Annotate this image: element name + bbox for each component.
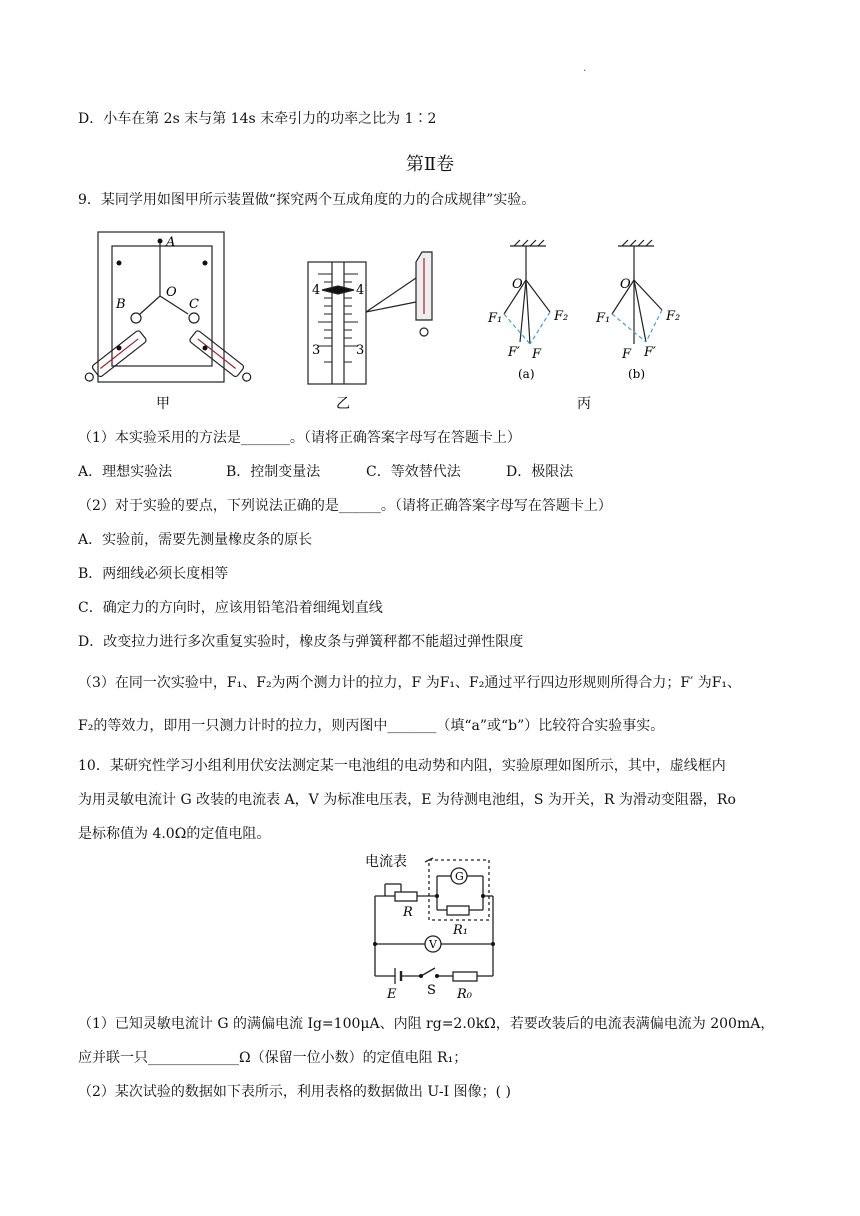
resistor-r0: R₀ bbox=[457, 987, 472, 1002]
fig-b-label-f1: F₁ bbox=[596, 311, 611, 326]
q9-p2-option-b: B．两细线必须长度相等 bbox=[78, 566, 229, 582]
scale-left-3: 3 bbox=[312, 343, 321, 358]
rheostat-r: R bbox=[403, 905, 413, 920]
q9-part1: （1）本实验采用的方法是_______。（请将正确答案字母写在答题卡上） bbox=[78, 430, 521, 446]
q10-line1: 10．某研究性学习小组利用伏安法测定某一电池组的电动势和内阻，实验原理如图所示，其中，虚线框内 bbox=[78, 758, 726, 774]
fig-bing-a bbox=[504, 240, 550, 344]
circuit-diagram bbox=[355, 852, 515, 1002]
fig-a-label-f1: F₁ bbox=[488, 311, 503, 326]
scale-right-4: 4 bbox=[356, 283, 365, 298]
switch-s: S bbox=[427, 983, 436, 998]
fig-a-label-fprime: F′ bbox=[508, 345, 520, 360]
scale-right-3: 3 bbox=[356, 343, 365, 358]
q10-line2: 为用灵敏电流计 G 改装的电流表 A，V 为标准电压表，E 为待测电池组，S 为开关，R 为滑动变阻器，Ro bbox=[78, 792, 736, 808]
scale-left-4: 4 bbox=[312, 283, 321, 298]
point-a-dot bbox=[158, 239, 163, 244]
fig-a-caption: (a) bbox=[518, 367, 535, 381]
label-c: C bbox=[189, 297, 199, 312]
q10-part1-line2: 应并联一只_____________Ω（保留一位小数）的定值电阻 R₁； bbox=[78, 1050, 468, 1066]
corner-dot: · bbox=[583, 66, 587, 77]
label-a: A bbox=[166, 235, 176, 250]
battery-e: E bbox=[387, 987, 397, 1002]
section-title: 第Ⅱ卷 bbox=[405, 154, 455, 175]
q9-p1-option-a: A．理想实验法 bbox=[78, 464, 173, 480]
q9-p2-option-d: D．改变拉力进行多次重复实验时，橡皮条与弹簧秤都不能超过弹性限度 bbox=[78, 634, 524, 650]
fig-yi-scale bbox=[308, 252, 432, 384]
resistor-r1: R₁ bbox=[453, 923, 468, 938]
q9-p1-option-d: D．极限法 bbox=[506, 464, 574, 480]
fig-b-label-o: O bbox=[620, 277, 631, 292]
label-o: O bbox=[166, 285, 177, 300]
caption-bing: 丙 bbox=[577, 396, 591, 412]
fig-a-label-f: F bbox=[532, 347, 542, 362]
fig-a-label-f2: F₂ bbox=[554, 309, 569, 324]
q10-line3: 是标称值为 4.0Ω的定值电阻。 bbox=[78, 826, 271, 842]
voltmeter-v: V bbox=[429, 938, 437, 951]
q10-part1-line1: （1）已知灵敏电流计 G 的满偏电流 Ig=100μA、内阻 rg=2.0kΩ，若要改装后的电流表满偏电流为 200mA， bbox=[78, 1016, 775, 1032]
q9-part3-line2: F₂的等效力，即用一只测力计时的拉力，则丙图中_______（填“a”或“b”）比较符合实验事实。 bbox=[78, 718, 665, 734]
q9-p2-option-a: A．实验前，需要先测量橡皮条的原长 bbox=[78, 532, 313, 548]
q9-p1-option-c: C．等效替代法 bbox=[366, 464, 461, 480]
label-b: B bbox=[116, 297, 126, 312]
q9-part2: （2）对于实验的要点，下列说法正确的是______。（请将正确答案字母写在答题卡上） bbox=[78, 498, 612, 514]
q9-stem: 9．某同学用如图甲所示装置做“探究两个互成角度的力的合成规律”实验。 bbox=[78, 192, 536, 208]
q8-option-d: D．小车在第 2s 末与第 14s 末牵引力的功率之比为 1∶2 bbox=[78, 111, 437, 127]
q9-part1-options bbox=[78, 462, 573, 482]
fig-b-label-fprime: F′ bbox=[644, 345, 656, 360]
q9-figures bbox=[70, 222, 710, 420]
fig-a-label-o: O bbox=[512, 277, 523, 292]
galvanometer-g: G bbox=[455, 870, 464, 883]
fig-b-label-f2: F₂ bbox=[666, 309, 681, 324]
fig-jia-apparatus bbox=[82, 232, 254, 385]
q9-p2-option-c: C．确定力的方向时，应该用铅笔沿着细绳划直线 bbox=[78, 600, 383, 616]
q9-part3-line1: （3）在同一次实验中，F₁、F₂为两个测力计的拉力，F 为F₁、F₂通过平行四边形规则所得合力；F′ 为F₁、 bbox=[78, 675, 742, 691]
ammeter-label: 电流表 bbox=[365, 854, 407, 870]
fig-b-label-f: F bbox=[622, 347, 632, 362]
caption-jia: 甲 bbox=[156, 396, 170, 412]
q10-part2: （2）某次试验的数据如下表所示，利用表格的数据做出 U-I 图像；( ) bbox=[78, 1084, 511, 1100]
caption-yi: 乙 bbox=[336, 396, 350, 412]
fig-bing-b bbox=[612, 240, 662, 344]
fig-b-caption: (b) bbox=[628, 367, 646, 381]
q9-p1-option-b: B．控制变量法 bbox=[226, 464, 321, 480]
